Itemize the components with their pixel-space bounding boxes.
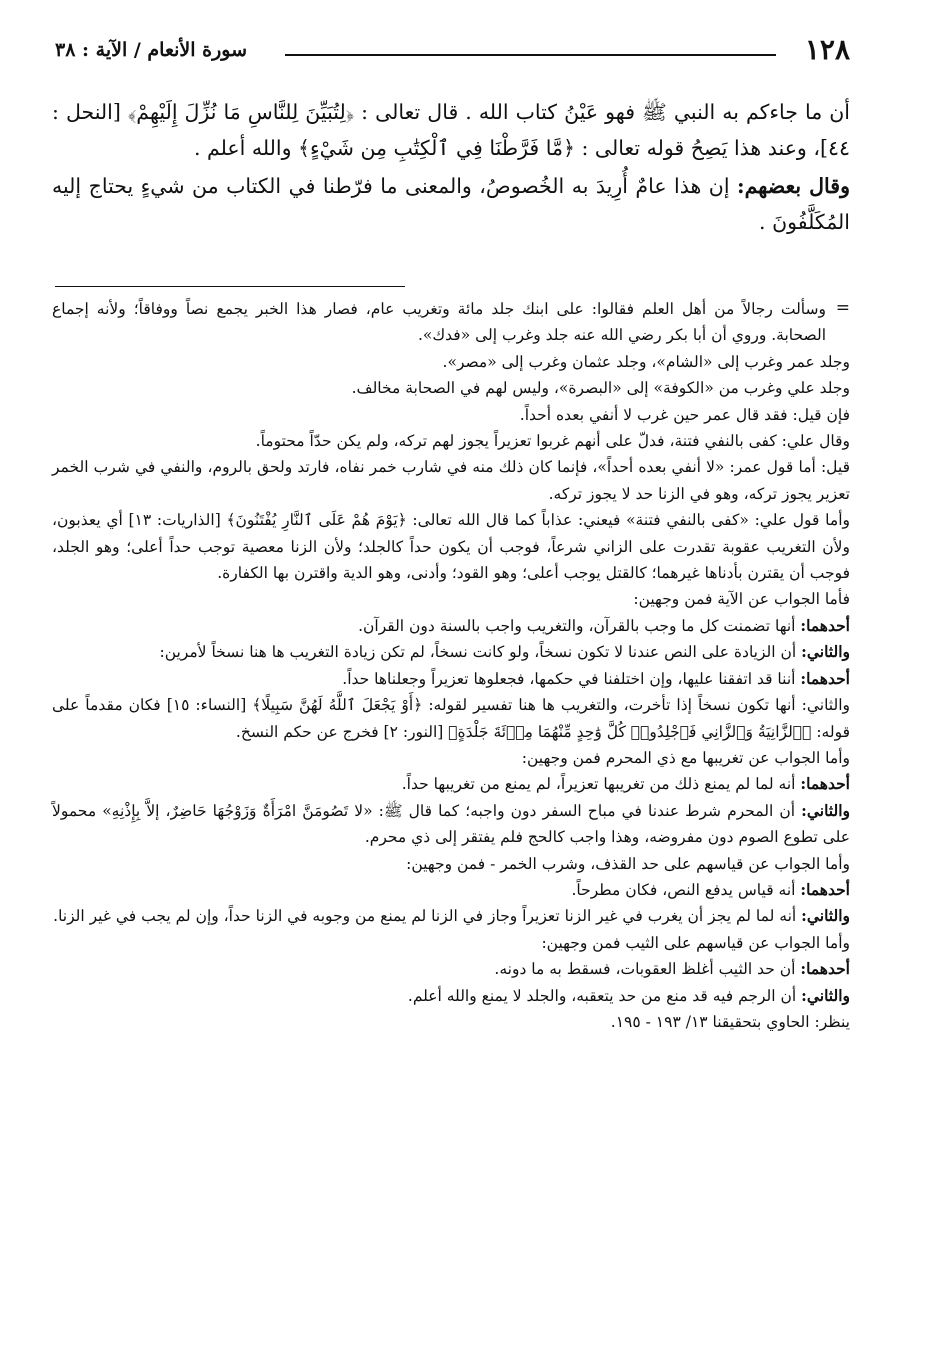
footnote-text: ينظر: الحاوي بتحقيقنا ١٣/ ١٩٣ - ١٩٥. xyxy=(610,1012,850,1031)
footnote-line xyxy=(52,983,850,1009)
footnote-text: أن الرجم فيه قد منع من حد يتعقبه، والجلد لا يمنع والله أعلم. xyxy=(407,986,802,1005)
paragraph-lead: وقال بعضهم: xyxy=(737,174,850,198)
footnote-text: فإن قيل: فقد قال عمر حين غرب لا أنفي بعده أحداً. xyxy=(519,405,850,424)
footnote-line xyxy=(52,375,850,401)
footnote-line xyxy=(52,771,850,797)
footnote-line xyxy=(52,851,850,877)
running-title: سورة الأنعام / الآية : ٣٨ xyxy=(55,39,248,61)
footnote-line xyxy=(52,454,850,507)
footnote-text: وأما الجواب عن قياسهم على الثيب فمن وجهين: xyxy=(541,933,850,952)
footnote-line xyxy=(52,507,850,586)
main-paragraph-2 xyxy=(52,168,850,240)
footnote-text: وجلد علي وغرب من «الكوفة» إلى «البصرة»، وليس لهم في الصحابة مخالف. xyxy=(351,379,850,398)
header-rule xyxy=(285,54,776,56)
footnote-line xyxy=(52,930,850,956)
main-line-1: أن ما جاءكم به النبي ﷺ فهو عَيْنُ كتاب الله . قال تعالى : ﴿لِتُبَيِّنَ لِلنَّاسِ مَا نُزِّلَ إِلَيْهِمْ﴾ xyxy=(127,100,850,124)
footnote-text: وسألت رجالاً من أهل العلم فقالوا: على ابنك جلد مائة وتغريب عام، فصار هذا الخبر يجمع نصاً ووفاقاً؛ ولأنه إجماع الصحابة. وروي أن أبا بكر رضي الله عنه جلد وغرب إلى «فدك». xyxy=(52,300,826,345)
footnote-separator xyxy=(55,286,405,287)
footnote-text: أننا قد اتفقنا عليها، وإن اختلفنا في حكمها، فجعلوها تعزيراً وجعلناها حداً. xyxy=(342,669,801,688)
footnote-lead: والثاني: xyxy=(801,642,850,662)
footnote-line xyxy=(52,296,850,349)
footnote-text: أنه لما لم يجز أن يغرب في غير الزنا تعزيراً وجاز في الزنا لم يمنع من وجوبه في الزنا حداً، وإن لم يجب في غير الزنا. xyxy=(53,907,802,926)
main-paragraph-1 xyxy=(52,94,850,166)
footnote-text: وأما الجواب عن تغريبها مع ذي المحرم فمن وجهين: xyxy=(521,748,850,767)
footnote-text: وجلد عمر وغرب إلى «الشام»، وجلد عثمان وغرب إلى «مصر». xyxy=(442,352,850,371)
footnote-text: وأما الجواب عن قياسهم على حد القذف، وشرب الخمر - فمن وجهين: xyxy=(406,854,850,873)
footnote-lead: أحدهما: xyxy=(800,668,850,688)
footnote-text: فأما الجواب عن الآية فمن وجهين: xyxy=(633,590,850,609)
footnote-text: والثاني: أنها تكون نسخاً إذا تأخرت، والتغريب ها هنا تفسير لقوله: ﴿أَوْ يَجْعَلَ ٱللَّهُ لَهُنَّ سَبِيلًا﴾ [النساء: ١٥] فكان مقدماً على قوله: ﴿ٱلزَّانِيَةُ وَٱلزَّانِي فَٱجْلِدُوا۟ كُلَّ وَٰحِدٍ مِّنْهُمَا مِا۟ئَةَ جَلْدَةٍ﴾ [النور: ٢] فخرج عن حكم النسخ. xyxy=(52,696,850,741)
paragraph-text: إن هذا عامٌ أُرِيدَ به الخُصوصُ، والمعنى ما فرّطنا في الكتاب من شيءٍ يحتاج إليه المُكَلَّفُونَ . xyxy=(52,174,850,234)
footnote-line xyxy=(52,639,850,665)
footnote-text: أن المحرم شرط عندنا في مباح السفر دون واجبه؛ كما قال ﷺ: «لا تَصُومَنَّ امْرَأَةٌ وَزَوْجُهَا حَاضِرٌ، إلاَّ بِإِذْنِهِ» محمولاً على تطوع الصوم دون مفروضه، وهذا واجب كالحج فلم يفتقر إلى ذي محرم. xyxy=(52,801,850,847)
main-line-2: [النحل : ٤٤]، وعند هذا يَصِحُ قوله تعالى : ﴿مَّا فَرَّطْنَا فِي ٱلْكِتَٰبِ مِن شَيْءٍ﴾ والله أعلم . xyxy=(52,100,850,160)
footnote-line xyxy=(52,666,850,692)
footnote-lead: والثاني: xyxy=(801,800,850,820)
footnote-text: أن الزيادة على النص عندنا لا تكون نسخاً، ولو كانت نسخاً، لم تكن زيادة التغريب ها هنا نسخاً لأمرين: xyxy=(159,643,802,662)
footnote-line xyxy=(52,692,850,745)
footnote-text: أنه لما لم يمنع ذلك من تغريبها تعزيراً، لم يمنع من تغريبها حداً. xyxy=(401,775,801,794)
footnote-line xyxy=(52,402,850,428)
footnote-text: أنه قياس يدفع النص، فكان مطرحاً. xyxy=(571,880,801,899)
footnote-line xyxy=(52,349,850,375)
footnote-lead: والثاني: xyxy=(801,906,850,926)
footnote-line xyxy=(52,956,850,982)
footnote-line xyxy=(52,745,850,771)
footnote-lead: والثاني: xyxy=(801,985,850,1005)
footnote-lead: أحدهما: xyxy=(800,879,850,899)
page-number: ١٢٨ xyxy=(804,33,850,66)
footnote-text: أن حد الثيب أغلظ العقوبات، فسقط به ما دونه. xyxy=(494,960,801,979)
footnote-text: قيل: أما قول عمر: «لا أنفي بعده أحداً»، فإنما كان ذلك منه في شارب خمر نفاه، فارتد ولحق بالروم، والنفي في شرب الخمر تعزير يجوز تركه، وهو في الزنا حد لا يجوز تركه. xyxy=(52,458,850,503)
footnote-block xyxy=(52,296,850,1035)
footnote-text: وقال علي: كفى بالنفي فتنة، فدلّ على أنهم غربوا تعزيراً يجوز لهم تركه، ولم يكن حدّاً محتوماً. xyxy=(255,432,850,451)
footnote-line xyxy=(52,428,850,454)
footnote-line xyxy=(52,877,850,903)
continuation-marker: = xyxy=(835,298,850,318)
footnote-lead: أحدهما: xyxy=(800,774,850,794)
footnote-lead: أحدهما: xyxy=(800,959,850,979)
page-header xyxy=(55,34,850,70)
main-text xyxy=(52,94,850,240)
footnote-line xyxy=(52,613,850,639)
footnote-text: أنها تضمنت كل ما وجب بالقرآن، والتغريب واجب بالسنة دون القرآن. xyxy=(358,616,801,635)
footnote-lead: أحدهما: xyxy=(800,615,850,635)
footnote-line xyxy=(52,586,850,612)
footnote-line xyxy=(52,903,850,929)
footnote-line xyxy=(52,1009,850,1035)
footnote-text: وأما قول علي: «كفى بالنفي فتنة» فيعني: عذاباً كما قال الله تعالى: ﴿يَوْمَ هُمْ عَلَى ٱلنَّارِ يُفْتَنُونَ﴾ [الذاريات: ١٣] أي يعذبون، ولأن التغريب عقوبة تقدرت على الزاني شرعاً، فوجب أن يكون حداً كالجلد؛ ولأن الزنا معصية توجب حداً أعلى؛ وهو الجلد، فوجب أن يقترن بأدناها غيرهما؛ كالقتل يوجب أعلى؛ وهو القود؛ وأدنى، وهو الدية واقترن بها الكفارة. xyxy=(52,511,850,583)
footnote-line xyxy=(52,798,850,851)
